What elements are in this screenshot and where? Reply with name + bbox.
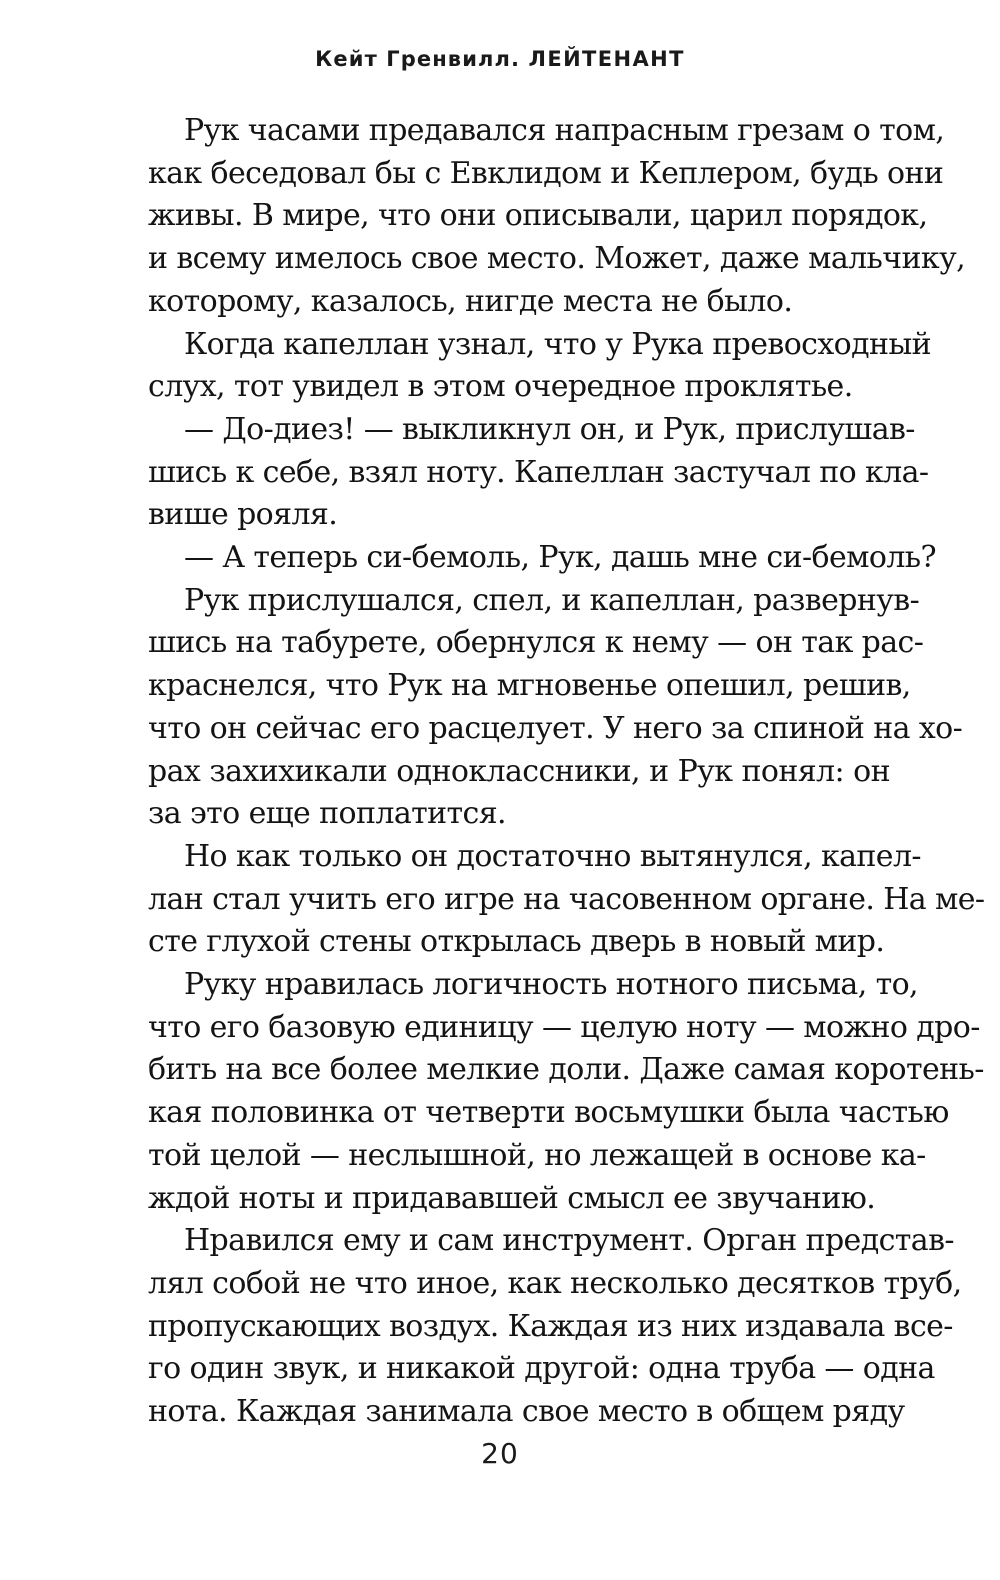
text-line: пропускающих воздух. Каждая из них издавала все- xyxy=(148,1308,953,1344)
text-line: что его базовую единицу — целую ноту — можно дро- xyxy=(148,1009,980,1045)
text-line: шись к себе, взял ноту. Капеллан застучал по кла- xyxy=(148,454,929,490)
text-line: нота. Каждая занимала свое место в общем ряду xyxy=(148,1394,905,1430)
header-title: ЛЕЙТЕНАНТ xyxy=(528,47,685,71)
paragraph xyxy=(148,964,984,1220)
text-line: — До-диез! — выкликнул он, и Рук, прислушав- xyxy=(184,411,915,447)
text-line: бить на все более мелкие доли. Даже самая коротень- xyxy=(148,1052,984,1088)
body-text xyxy=(148,110,985,1434)
paragraph xyxy=(148,537,936,580)
text-line: Нравился ему и сам инструмент. Орган представ- xyxy=(184,1223,954,1259)
running-header xyxy=(0,47,1000,71)
text-line: Когда капеллан узнал, что у Рука превосходный xyxy=(184,326,932,362)
text-line: Рук часами предавался напрасным грезам о том, xyxy=(184,113,945,148)
text-line: краснелся, что Рук на мгновенье опешил, решив, xyxy=(148,668,911,704)
paragraph xyxy=(148,580,963,836)
text-line: Руку нравилась логичность нотного письма, то, xyxy=(184,967,918,1003)
text-line: что он сейчас его расцелует. У него за спиной на хо- xyxy=(148,710,963,746)
text-line: за это еще поплатится. xyxy=(148,796,506,832)
text-line: лан стал учить его игре на часовенном органе. На ме- xyxy=(148,881,985,917)
text-line: и всему имелось свое место. Может, даже мальчику, xyxy=(148,241,966,277)
text-line: — А теперь си-бемоль, Рук, дашь мне си-бемоль? xyxy=(184,540,936,576)
paragraph xyxy=(148,1220,962,1434)
text-line: рах захихикали одноклассники, и Рук понял: он xyxy=(148,753,890,789)
text-line: слух, тот увидел в этом очередное проклятье. xyxy=(148,369,853,405)
text-line: которому, казалось, нигде места не было. xyxy=(148,283,793,319)
text-line: Но как только он достаточно вытянулся, капел- xyxy=(184,838,921,874)
text-line: как беседовал бы с Евклидом и Кеплером, будь они xyxy=(148,155,944,191)
text-line: живы. В мире, что они описывали, царил порядок, xyxy=(148,198,928,234)
paragraph xyxy=(148,324,932,409)
text-line: Рук прислушался, спел, и капеллан, развернув- xyxy=(184,582,920,618)
header-author: Кейт Гренвилл. xyxy=(315,47,521,71)
paragraph xyxy=(148,836,985,964)
text-line: више рояля. xyxy=(148,497,338,533)
paragraph xyxy=(148,409,929,537)
text-line: лял собой не что иное, как несколько десятков труб, xyxy=(148,1265,962,1301)
text-line: ждой ноты и придававшей смысл ее звучанию. xyxy=(148,1180,876,1216)
text-line: го один звук, и никакой другой: одна труба — одна xyxy=(148,1351,935,1387)
paragraph xyxy=(148,110,966,324)
text-line: сте глухой стены открылась дверь в новый мир. xyxy=(148,924,885,960)
text-line: кая половинка от четверти восьмушки была частью xyxy=(148,1095,949,1131)
text-line: той целой — неслышной, но лежащей в основе ка- xyxy=(148,1137,926,1173)
text-line: шись на табурете, обернулся к нему — он так рас- xyxy=(148,625,924,661)
page-number: 20 xyxy=(481,1437,519,1470)
